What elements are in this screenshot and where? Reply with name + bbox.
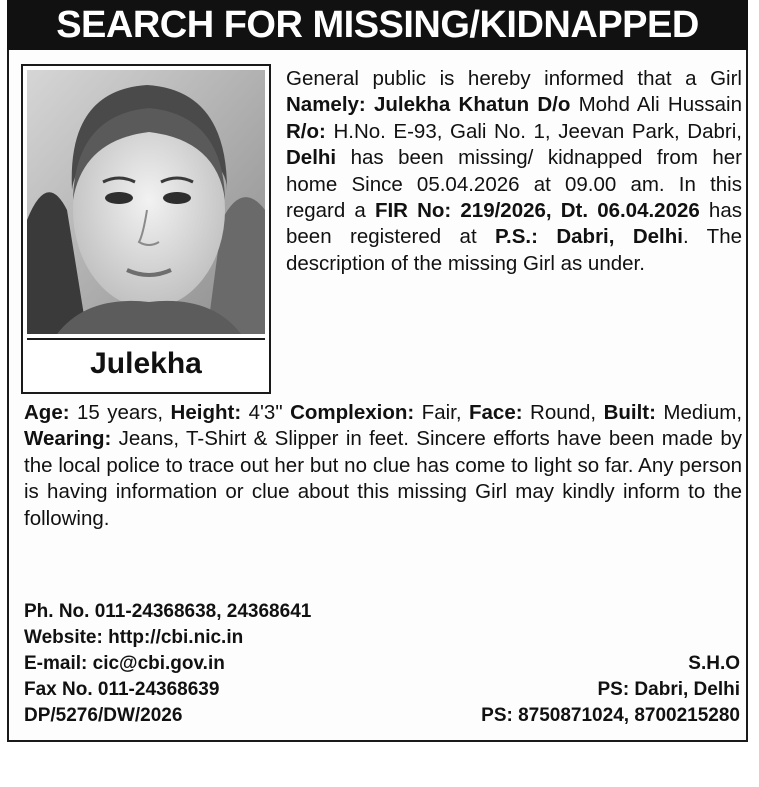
intro-text: H.No. E-93, Gali No. 1, Jeevan Park, Dabri, [325, 119, 742, 143]
height-label: Height: [170, 401, 242, 424]
officer-title: S.H.O [688, 653, 740, 674]
wearing-label: Wearing: [24, 427, 112, 451]
portrait-placeholder [27, 70, 265, 334]
station-phones: PS: 8750871024, 8700215280 [481, 705, 740, 726]
signature-block [320, 651, 740, 729]
website: Website: http://cbi.nic.in [24, 627, 244, 648]
complexion-label: Complexion: [290, 401, 415, 424]
email: E-mail: cic@cbi.gov.in [24, 653, 225, 674]
face-value: Round, [522, 401, 604, 424]
age-label: Age: [24, 401, 70, 424]
reference-number: DP/5276/DW/2026 [24, 705, 183, 726]
station-name: PS: Dabri, Delhi [597, 679, 740, 700]
photo-frame [21, 64, 271, 394]
intro-text: has been missing/ kidnapped from her home Since 05.04.2026 at 09.00 am. In this regard a [286, 146, 742, 223]
phone-numbers: Ph. No. 011-24368638, 24368641 [24, 601, 312, 622]
intro-text: Mohd Ali Hussain [570, 93, 742, 117]
built-value: Medium, [655, 401, 743, 424]
built-label: Built: [603, 401, 656, 424]
height-value: 4'3" [241, 401, 291, 424]
description-paragraph [24, 400, 742, 532]
face-label: Face: [469, 401, 523, 424]
wearing-value: Jeans, T-Shirt & Slipper in feet. [111, 427, 409, 451]
fax-number: Fax No. 011-24368639 [24, 679, 220, 700]
city-name: Delhi [286, 146, 337, 170]
complexion-value: Fair, [414, 401, 469, 424]
residence-label: R/o: [286, 119, 326, 143]
notice-heading: SEARCH FOR MISSING/KIDNAPPED [7, 0, 748, 50]
photo-caption: Julekha [27, 338, 265, 388]
intro-text: has been registered at [286, 199, 742, 249]
age-value: 15 years, [69, 401, 171, 424]
intro-text: . The description of the missing Girl as under. [286, 225, 742, 275]
appeal-text: Sincere efforts have been made by the local police to trace out her but no clue has come to light so far. Any person is having information or clue about this missing Girl may kindly inform to the following. [24, 427, 742, 530]
girl-name: Namely: Julekha Khatun D/o [286, 93, 571, 117]
police-station: P.S.: Dabri, Delhi [495, 225, 683, 249]
fir-details: FIR No: 219/2026, Dt. 06.04.2026 [374, 199, 700, 223]
intro-text: General public is hereby informed that a Girl [286, 67, 742, 90]
missing-person-photo [27, 70, 265, 334]
intro-paragraph [286, 66, 742, 277]
